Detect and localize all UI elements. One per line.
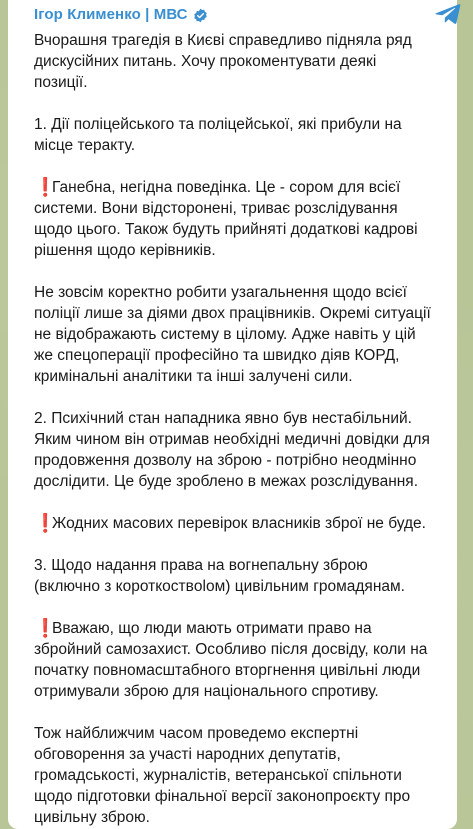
- exclamation-icon: ❗: [34, 618, 57, 638]
- message-paragraph: [34, 114, 434, 156]
- message-paragraph: [34, 723, 434, 828]
- paragraph-text: Ганебна, негідна поведінка. Це - сором для всієї системи. Вони відсторонені, триває розслідування щодо цього. Також будуть прийняті додаткові кадрові рішення щодо керівників.: [34, 179, 418, 259]
- paragraph-text: Не зовсім коректно робити узагальнення щодо всієї поліції лише за діями двох працівників. Окремі ситуації не відображають систему в цілому. Адже навіть у цій же спецоперації професійно та швидко діяв КОРД, кримінальні аналітики та інші залучені сили.: [34, 284, 431, 385]
- author-name[interactable]: Ігор Клименко | МВС: [34, 6, 188, 23]
- message-header: [34, 4, 443, 26]
- paragraph-text: Вважаю, що люди мають отримати право на збройний самозахист. Особливо після досвіду, коли на початку повномасштабного вторгнення цивільні люди отримували зброю для національного спротиву.: [34, 620, 428, 700]
- message-paragraph: [34, 513, 434, 534]
- paragraph-text: 1. Дії поліцейського та поліцейської, які прибули на місце теракту.: [34, 116, 402, 154]
- exclamation-icon: ❗: [34, 177, 57, 197]
- verified-badge-icon: [193, 8, 208, 23]
- message-text: [34, 30, 434, 828]
- message-paragraph: [34, 177, 434, 261]
- paragraph-text: Жодних масових перевірок власників зброї не буде.: [52, 515, 426, 532]
- message-paragraph: [34, 30, 434, 93]
- message-paragraph: [34, 555, 434, 597]
- message-paragraph: [34, 282, 434, 387]
- paragraph-text: 2. Психічний стан нападника явно був нестабільний. Яким чином він отримав необхідні медичні довідки для продовження дозволу на зброю - потрібно неодмінно дослідити. Це буде зроблено в межах розслідування.: [34, 410, 430, 490]
- message-paragraph: [34, 408, 434, 492]
- paragraph-text: Тож найближчим часом проведемо експертні обговорення за участі народних депутатів, громадськості, журналістів, ветеранської спільноти щодо підготовки фінальної версії законопроєкту про цивільну зброю.: [34, 725, 411, 826]
- message-paragraph: [34, 618, 434, 702]
- share-plane-icon[interactable]: [435, 3, 461, 25]
- message-bubble: [8, 0, 457, 829]
- paragraph-text: 3. Щодо надання права на вогнепальну зброю (включно з короткоствolом) цивільним громадянам.: [34, 557, 405, 595]
- exclamation-icon: ❗: [34, 513, 57, 533]
- paragraph-text: Вчорашня трагедія в Києві справедливо підняла ряд дискусійних питань. Хочу прокоментувати деякі позиції.: [34, 32, 412, 91]
